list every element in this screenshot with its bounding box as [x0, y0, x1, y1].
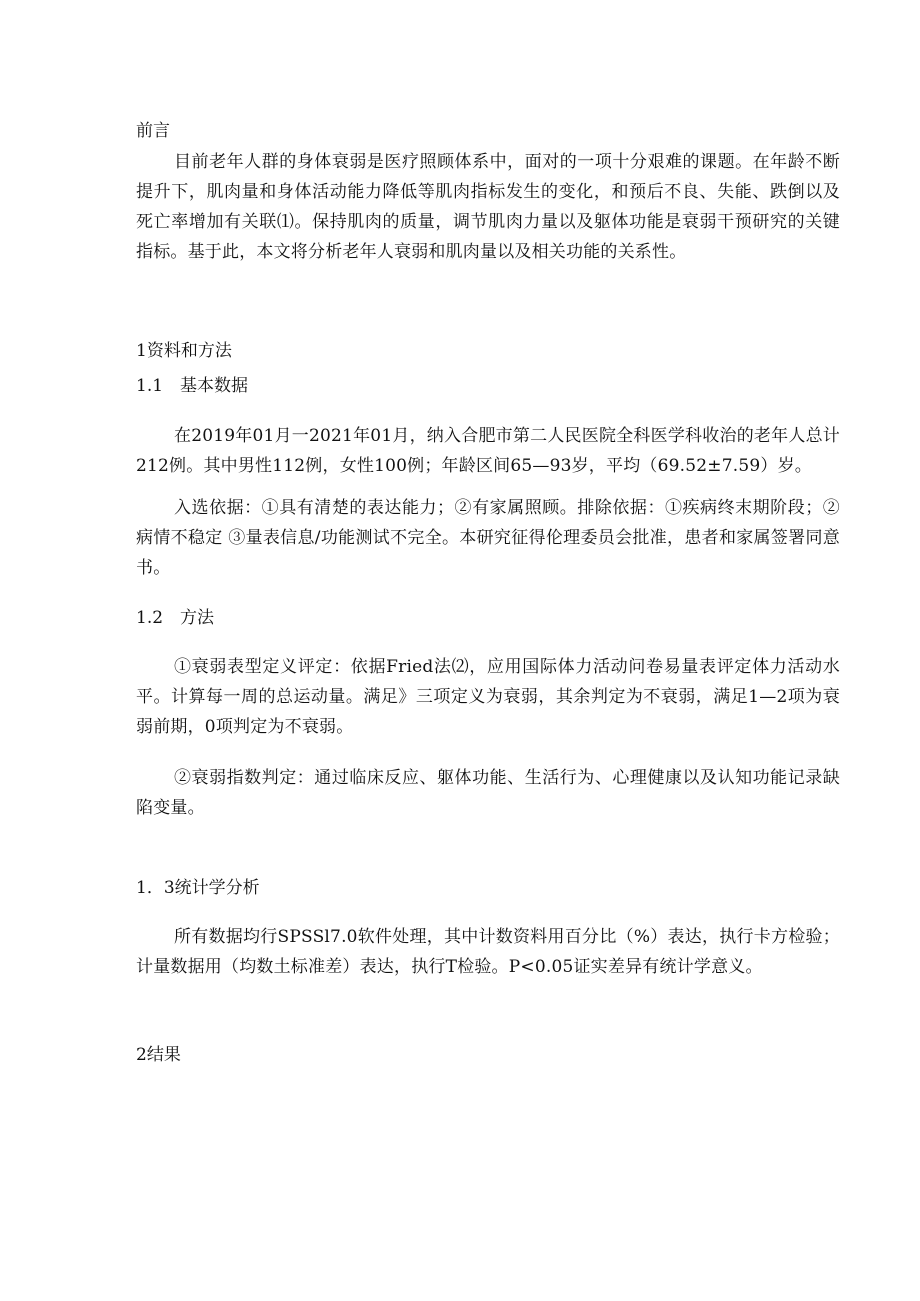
section-1-2-title: 1.2 方法 [136, 608, 215, 628]
section-1-1-title: 1.1 基本数据 [136, 376, 249, 396]
section-1-1-paragraph-1: 在2019年01月一2021年01月，纳入合肥市第二人民医院全科医学科收治的老年人总计212例。其中男性112例，女性100例；年龄区间65—93岁，平均（69.52±7.59）岁。 [136, 426, 840, 476]
preface-paragraph: 目前老年人群的身体衰弱是医疗照顾体系中，面对的一项十分艰难的课题。在年龄不断提升下，肌肉量和身体活动能力降低等肌肉指标发生的变化，和预后不良、失能、跌倒以及死亡率增加有关联⑴。保持肌肉的质量，调节肌肉力量以及躯体功能是衰弱干预研究的关键指标。基于此，本文将分析老年人衰弱和肌肉量以及相关功能的关系性。 [136, 152, 840, 262]
section-1-3-title: 1．3统计学分析 [136, 878, 260, 898]
section-1-3-paragraph-1: 所有数据均行SPSSl7.0软件处理，其中计数资料用百分比（%）表达，执行卡方检验；计量数据用（均数土标准差）表达，执行T检验。P<0.05证实差异有统计学意义。 [136, 927, 840, 977]
preface-title: 前言 [136, 121, 170, 141]
section-1-1-paragraph-2: 入选依据：①具有清楚的表达能力；②有家属照顾。排除依据：①疾病终末期阶段；②病情不稳定 ③量表信息/功能测试不完全。本研究征得伦理委员会批准，患者和家属签署同意书。 [136, 498, 840, 578]
section-1-title: 1资料和方法 [136, 341, 232, 361]
section-2-title: 2结果 [136, 1045, 181, 1065]
section-1-2-paragraph-2: ②衰弱指数判定：通过临床反应、躯体功能、生活行为、心理健康以及认知功能记录缺陷变量。 [136, 768, 840, 818]
section-1-2-paragraph-1: ①衰弱表型定义评定：依据Fried法⑵，应用国际体力活动问卷易量表评定体力活动水平。计算每一周的总运动量。满足》三项定义为衰弱，其余判定为不衰弱，满足1—2项为衰弱前期，0项判定为不衰弱。 [136, 657, 840, 737]
